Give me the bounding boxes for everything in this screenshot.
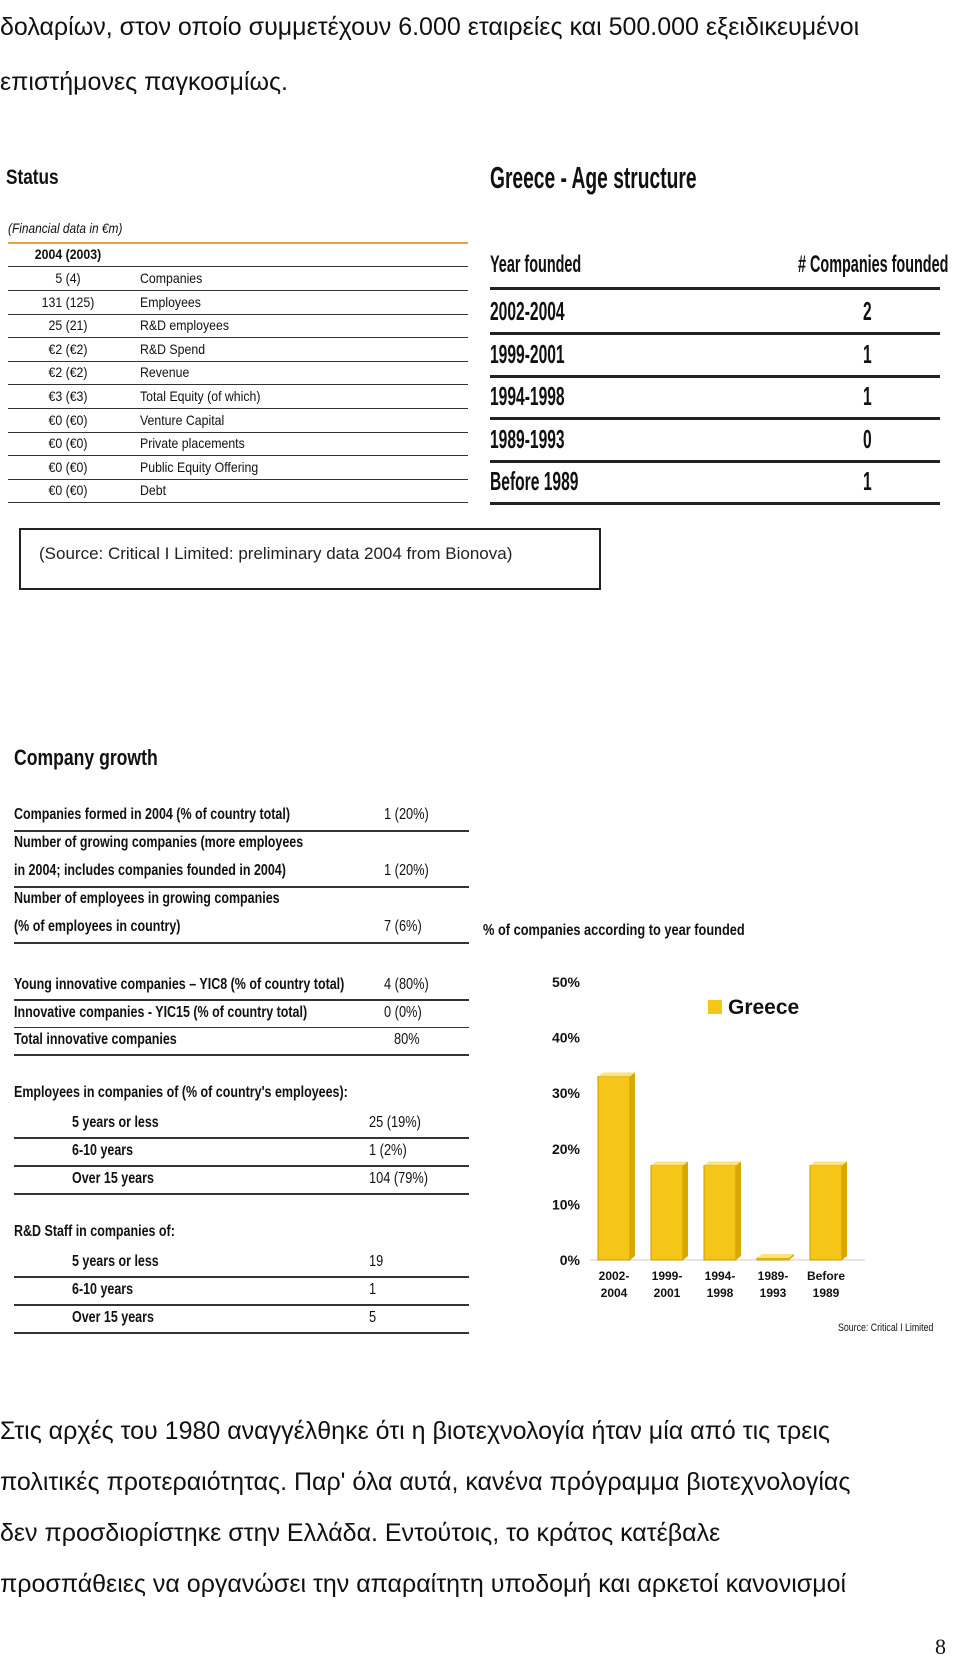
age-header-row [490,245,949,290]
x-tick-label: 1999- [651,1269,683,1283]
age-count: 0 [863,423,872,454]
y-tick-label: 20% [551,1140,580,1157]
bar-3 [757,1258,789,1260]
growth-value: 4 (80%) [384,976,429,993]
employees-row [14,1140,469,1167]
status-value: 25 (21) [48,317,88,334]
status-label: R&D employees [140,317,230,334]
growth-label: Companies formed in 2004 (% of country total) [14,806,290,823]
age-col-count: # Companies founded [798,251,949,278]
growth-label: Total innovative companies [14,1031,177,1048]
age-row [490,460,940,505]
age-count: 1 [863,338,872,369]
age-row [490,375,940,420]
status-label: Revenue [140,364,190,381]
growth-row-employees [14,888,469,944]
status-row [8,479,468,503]
status-value: 5 (4) [55,270,81,286]
x-tick-label: 2004 [600,1286,628,1300]
rd-section-title [14,1223,469,1247]
rd-row-value: 19 [369,1253,384,1270]
legend-swatch [708,1000,722,1014]
rd-row [14,1279,469,1306]
bar-top-4 [810,1161,847,1165]
x-tick-label: 1993 [759,1286,787,1300]
employees-row [14,1168,469,1195]
growth-label: (% of employees in country) [14,918,181,935]
bar-side-0 [630,1073,635,1260]
bar-2 [704,1165,736,1260]
bar-side-2 [736,1161,741,1260]
employees-row-label: 5 years or less [72,1114,159,1131]
growth-row-growing [14,832,469,888]
rd-row-label: Over 15 years [72,1309,154,1326]
status-value: €0 (€0) [48,411,88,428]
age-year: 1999-2001 [490,338,565,369]
age-year: 1989-1993 [490,423,565,454]
bar-top-2 [704,1161,741,1165]
growth-row-yic8 [14,974,469,1001]
growth-label: Number of employees in growing companies [14,890,280,907]
age-col-year: Year founded [490,251,582,278]
bar-side-1 [683,1161,688,1260]
rd-title: R&D Staff in companies of: [14,1223,175,1240]
y-tick-label: 0% [559,1252,580,1268]
growth-label: in 2004; includes companies founded in 2004) [14,862,286,879]
intro-text [0,0,950,110]
age-year: Before 1989 [490,466,579,496]
growth-label: Innovative companies - YIC15 (% of country total) [14,1004,308,1021]
status-label: Employees [140,293,201,310]
x-tick-label: 2001 [653,1286,681,1300]
rd-row-value: 1 [369,1281,377,1298]
bar-side-4 [842,1161,847,1260]
employees-row-value: 1 (2%) [369,1142,407,1159]
age-row [490,290,940,335]
employees-row-value: 104 (79%) [369,1170,429,1187]
status-row [8,456,468,480]
page-number: 8 [935,1634,946,1659]
status-label: Total Equity (of which) [140,388,261,404]
rd-row [14,1307,469,1334]
age-count: 2 [863,296,872,326]
paragraph-line: Στις αρχές του 1980 αναγγέλθηκε ότι η βιοτεχνολογία ήταν μία από τις τρεις [0,1417,830,1445]
employees-row [14,1112,469,1139]
status-label: Venture Capital [140,411,225,428]
status-label: Companies [140,270,203,286]
age-year: 1994-1998 [490,381,565,411]
growth-label: Young innovative companies – YIC8 (% of country total) [14,976,345,993]
paragraph-line: δεν προσδιορίστηκε στην Ελλάδα. Εντούτοις, το κράτος κατέβαλε [0,1519,721,1547]
growth-value: 7 (6%) [384,918,422,935]
employees-row-label: Over 15 years [72,1170,154,1187]
status-label: Debt [140,482,167,499]
age-count: 1 [863,466,872,496]
growth-value: 0 (0%) [384,1004,422,1021]
y-tick-label: 50% [551,974,580,990]
bar-1 [651,1165,683,1260]
company-growth-title: Company growth [14,745,158,770]
status-value: €0 (€0) [48,458,88,475]
intro-line: δολαρίων, στον οποίο συμμετέχουν 6.000 εταιρείες και 500.000 εξειδικευμένοι [0,13,860,41]
status-label: Private placements [140,435,245,452]
chart-source: Source: Critical I Limited [838,1322,934,1334]
employees-row-label: 6-10 years [72,1142,134,1159]
status-value: 131 (125) [41,293,95,310]
growth-row-yic15 [14,1002,469,1028]
bar-4 [810,1165,842,1260]
paragraph-line: πολιτικές προτεραιότητας. Παρ' όλα αυτά, κανένα πρόγραμμα βιοτεχνολογίας [0,1468,851,1496]
x-tick-label: 1994- [704,1269,736,1283]
body-paragraph [0,1406,950,1610]
status-row [8,291,468,315]
growth-row-total [14,1029,469,1056]
bar-top-3 [757,1254,794,1258]
status-header: 2004 (2003) [34,246,102,262]
source-box: (Source: Critical I Limited: preliminary data 2004 from Bionova) [19,528,601,590]
paragraph-line: προσπάθειες να οργανώσει την απαραίτητη υποδομή και αρκετοί κανονισμοί [0,1570,847,1598]
age-row [490,418,940,463]
age-count: 1 [863,381,872,411]
y-tick-label: 40% [551,1029,580,1046]
status-title: Status [6,166,59,189]
growth-value: 1 (20%) [384,862,429,879]
legend-label: Greece [728,996,800,1019]
employees-section-title [14,1084,469,1108]
growth-value: 80% [394,1031,420,1048]
status-value: €2 (€2) [48,364,88,381]
status-row [8,314,468,338]
status-value: €0 (€0) [48,482,88,499]
status-row [8,385,468,409]
rd-row-value: 5 [369,1309,377,1326]
employees-title: Employees in companies of (% of country's employees): [14,1084,348,1101]
status-row [8,361,468,385]
bar-top-0 [598,1073,635,1077]
y-tick-label: 30% [551,1085,580,1102]
status-row [8,338,468,362]
y-tick-label: 10% [551,1196,580,1213]
status-value: €3 (€3) [48,388,88,404]
x-tick-label: 1989 [812,1286,840,1300]
status-label: Public Equity Offering [140,458,259,475]
status-header-row [8,243,468,267]
status-row [8,432,468,456]
financial-note: (Financial data in €m) [8,220,123,236]
chart-title: % of companies according to year founded [483,922,745,939]
rd-row-label: 6-10 years [72,1281,134,1298]
growth-row-formed [14,804,469,832]
age-structure-title: Greece - Age structure [490,160,697,195]
status-row [8,409,468,433]
bar-0 [598,1077,630,1260]
status-value: €2 (€2) [48,340,88,357]
age-row [490,333,940,378]
status-row [8,267,468,291]
x-tick-label: Before [806,1269,846,1283]
year-founded-bar-chart [530,960,960,1320]
rd-row [14,1251,469,1278]
growth-value: 1 (20%) [384,806,429,823]
x-tick-label: 2002- [598,1269,630,1283]
rd-row-label: 5 years or less [72,1253,159,1270]
x-tick-label: 1998 [706,1286,734,1300]
growth-label: Number of growing companies (more employees [14,834,304,851]
employees-row-value: 25 (19%) [369,1114,421,1131]
status-value: €0 (€0) [48,435,88,452]
x-tick-label: 1989- [757,1269,789,1283]
bar-top-1 [651,1161,688,1165]
status-label: R&D Spend [140,340,206,357]
intro-line: επιστήμονες παγκοσμίως. [0,68,288,96]
age-year: 2002-2004 [490,296,565,326]
